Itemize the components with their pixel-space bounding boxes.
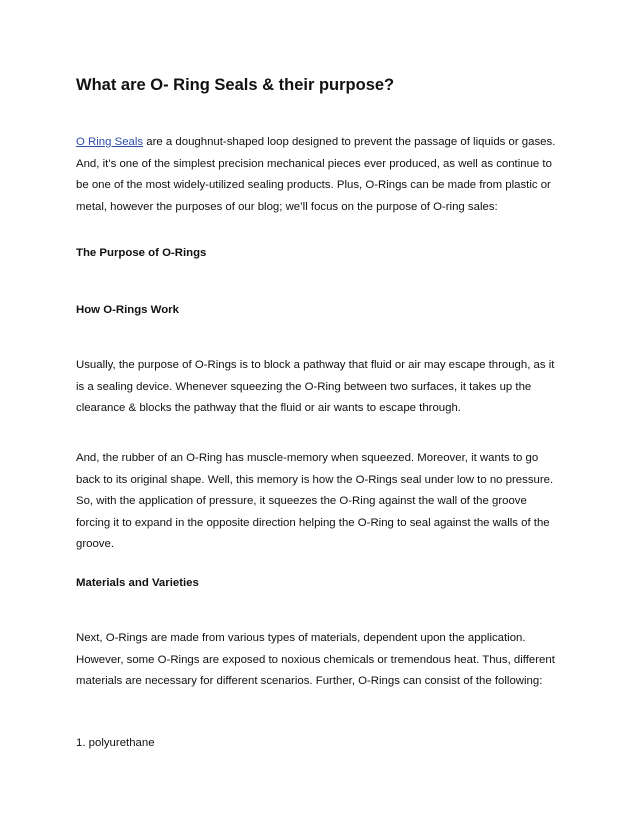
- materials-line-1: Next, O-Rings are made from various types of materials, dependent upon the application.: [76, 632, 526, 644]
- materials-paragraph: [76, 628, 566, 693]
- how-2-line-4: forcing it to expand in the opposite direction helping the O-Ring to seal against the walls of the: [76, 516, 550, 529]
- how-paragraph-1: [76, 355, 566, 420]
- materials-line-2: However, some O-Rings are exposed to noxious chemicals or tremendous heat. Thus, different: [76, 653, 555, 666]
- heading-materials-and-varieties: Materials and Varieties: [76, 577, 199, 589]
- how-1-line-2: is a sealing device. Whenever squeezing the O-Ring between two surfaces, it takes up the: [76, 380, 532, 393]
- intro-line-3: be one of the most widely-utilized sealing products. Plus, O-Rings can be made from plastic or: [76, 179, 551, 191]
- how-1-line-1: Usually, the purpose of O-Rings is to block a pathway that fluid or air may escape through, as it: [76, 359, 555, 371]
- intro-line-1-text: are a doughnut-shaped loop designed to prevent the passage of liquids or gases.: [143, 136, 556, 148]
- how-2-line-2: back to its original shape. Well, this memory is how the O-Rings seal under low to no pressure.: [76, 473, 554, 486]
- how-2-line-5: groove.: [76, 538, 114, 550]
- list-item-polyurethane: 1. polyurethane: [76, 737, 155, 749]
- list-item: [76, 733, 566, 755]
- intro-paragraph: [76, 132, 566, 218]
- how-1-line-3: clearance & blocks the pathway that the fluid or air wants to escape through.: [76, 402, 461, 414]
- heading-how-o-rings-work: How O-Rings Work: [76, 304, 179, 316]
- how-2-line-1: And, the rubber of an O-Ring has muscle-memory when squeezed. Moreover, it wants to go: [76, 452, 539, 464]
- intro-line-1: [76, 132, 566, 154]
- page-title: What are O- Ring Seals & their purpose?: [76, 76, 395, 94]
- how-paragraph-2: [76, 448, 566, 556]
- intro-line-4: metal, however the purposes of our blog; we’ll focus on the purpose of O-ring sales:: [76, 200, 498, 213]
- materials-line-3: materials are necessary for different scenarios. Further, O-Rings can consist of the following:: [76, 675, 543, 687]
- how-2-line-3: So, with the application of pressure, it squeezes the O-Ring against the wall of the groove: [76, 495, 527, 507]
- heading-purpose-of-o-rings: The Purpose of O-Rings: [76, 247, 207, 259]
- o-ring-seals-link[interactable]: O Ring Seals: [76, 136, 144, 148]
- intro-line-2: And, it’s one of the simplest precision mechanical pieces ever produced, as well as continue to: [76, 157, 552, 170]
